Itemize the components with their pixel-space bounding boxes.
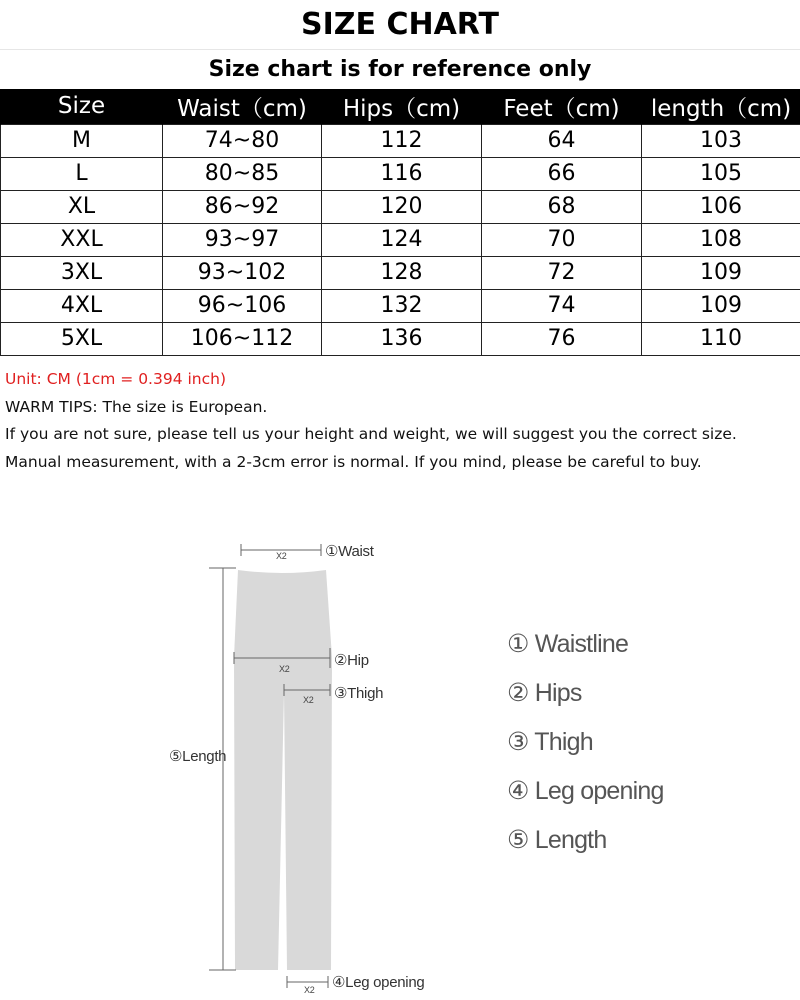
table-cell: 109 [642, 256, 800, 289]
table-cell: 74 [482, 289, 642, 322]
measurement-diagram [0, 520, 800, 1000]
table-row [1, 322, 800, 355]
measurement-legend [507, 628, 664, 873]
table-cell: 3XL [1, 256, 163, 289]
table-cell: 120 [322, 190, 482, 223]
notes-block [5, 366, 795, 476]
table-cell: 108 [642, 223, 800, 256]
table-row [1, 289, 800, 322]
table-cell: 86~92 [163, 190, 322, 223]
unit-note: Unit: CM (1cm = 0.394 inch) [5, 370, 227, 388]
table-header-row [1, 89, 800, 124]
waist-label: ①Waist [325, 543, 374, 560]
table-cell: 128 [322, 256, 482, 289]
table-cell: XL [1, 190, 163, 223]
advice-note: If you are not sure, please tell us your height and weight, we will suggest you the correct size. [5, 425, 737, 443]
table-cell: 124 [322, 223, 482, 256]
table-cell: 112 [322, 124, 482, 157]
table-cell: 68 [482, 190, 642, 223]
table-cell: 132 [322, 289, 482, 322]
table-cell: 109 [642, 289, 800, 322]
table-row [1, 124, 800, 157]
table-row [1, 256, 800, 289]
table-cell: 93~102 [163, 256, 322, 289]
legend-item-length: ⑤ Length [507, 826, 607, 854]
column-header-size: Size [1, 89, 163, 124]
pants-illustration [0, 520, 800, 1000]
table-cell: 110 [642, 322, 800, 355]
table-row [1, 223, 800, 256]
legend-item-hips: ② Hips [507, 679, 582, 707]
legend-item-leg-opening: ④ Leg opening [507, 777, 664, 805]
column-header-waist: Waist（cm) [163, 89, 322, 124]
table-cell: 76 [482, 322, 642, 355]
table-cell: 93~97 [163, 223, 322, 256]
table-row [1, 157, 800, 190]
column-header-feet: Feet（cm) [482, 89, 642, 124]
page-title: SIZE CHART [0, 0, 800, 50]
size-table [0, 89, 800, 356]
table-cell: 66 [482, 157, 642, 190]
table-cell: 96~106 [163, 289, 322, 322]
column-header-length: length（cm) [642, 89, 800, 124]
legend-item-thigh: ③ Thigh [507, 728, 593, 756]
pants-shape [234, 570, 332, 970]
table-cell: 103 [642, 124, 800, 157]
error-note: Manual measurement, with a 2-3cm error is normal. If you mind, please be careful to buy. [5, 452, 702, 471]
table-cell: 74~80 [163, 124, 322, 157]
table-cell: L [1, 157, 163, 190]
table-cell: 106 [642, 190, 800, 223]
warm-tip-note: WARM TIPS: The size is European. [5, 397, 268, 416]
length-label: ⑤Length [169, 748, 227, 765]
page-subtitle: Size chart is for reference only [208, 57, 592, 82]
column-header-hips: Hips（cm) [322, 89, 482, 124]
table-cell: 116 [322, 157, 482, 190]
table-cell: 80~85 [163, 157, 322, 190]
waist-multiplier: X2 [276, 551, 287, 561]
table-cell: 136 [322, 322, 482, 355]
leg-opening-label: ④Leg opening [332, 974, 425, 991]
table-cell: 72 [482, 256, 642, 289]
legend-item-waistline: ① Waistline [507, 630, 629, 658]
table-cell: 64 [482, 124, 642, 157]
table-cell: 105 [642, 157, 800, 190]
leg-opening-multiplier: X2 [304, 985, 315, 995]
table-row [1, 190, 800, 223]
hip-multiplier: X2 [279, 664, 290, 674]
table-cell: XXL [1, 223, 163, 256]
thigh-multiplier: X2 [303, 695, 314, 705]
table-cell: 5XL [1, 322, 163, 355]
table-cell: 70 [482, 223, 642, 256]
table-cell: 106~112 [163, 322, 322, 355]
table-cell: M [1, 124, 163, 157]
hip-label: ②Hip [334, 652, 369, 669]
thigh-label: ③Thigh [334, 685, 384, 702]
table-cell: 4XL [1, 289, 163, 322]
